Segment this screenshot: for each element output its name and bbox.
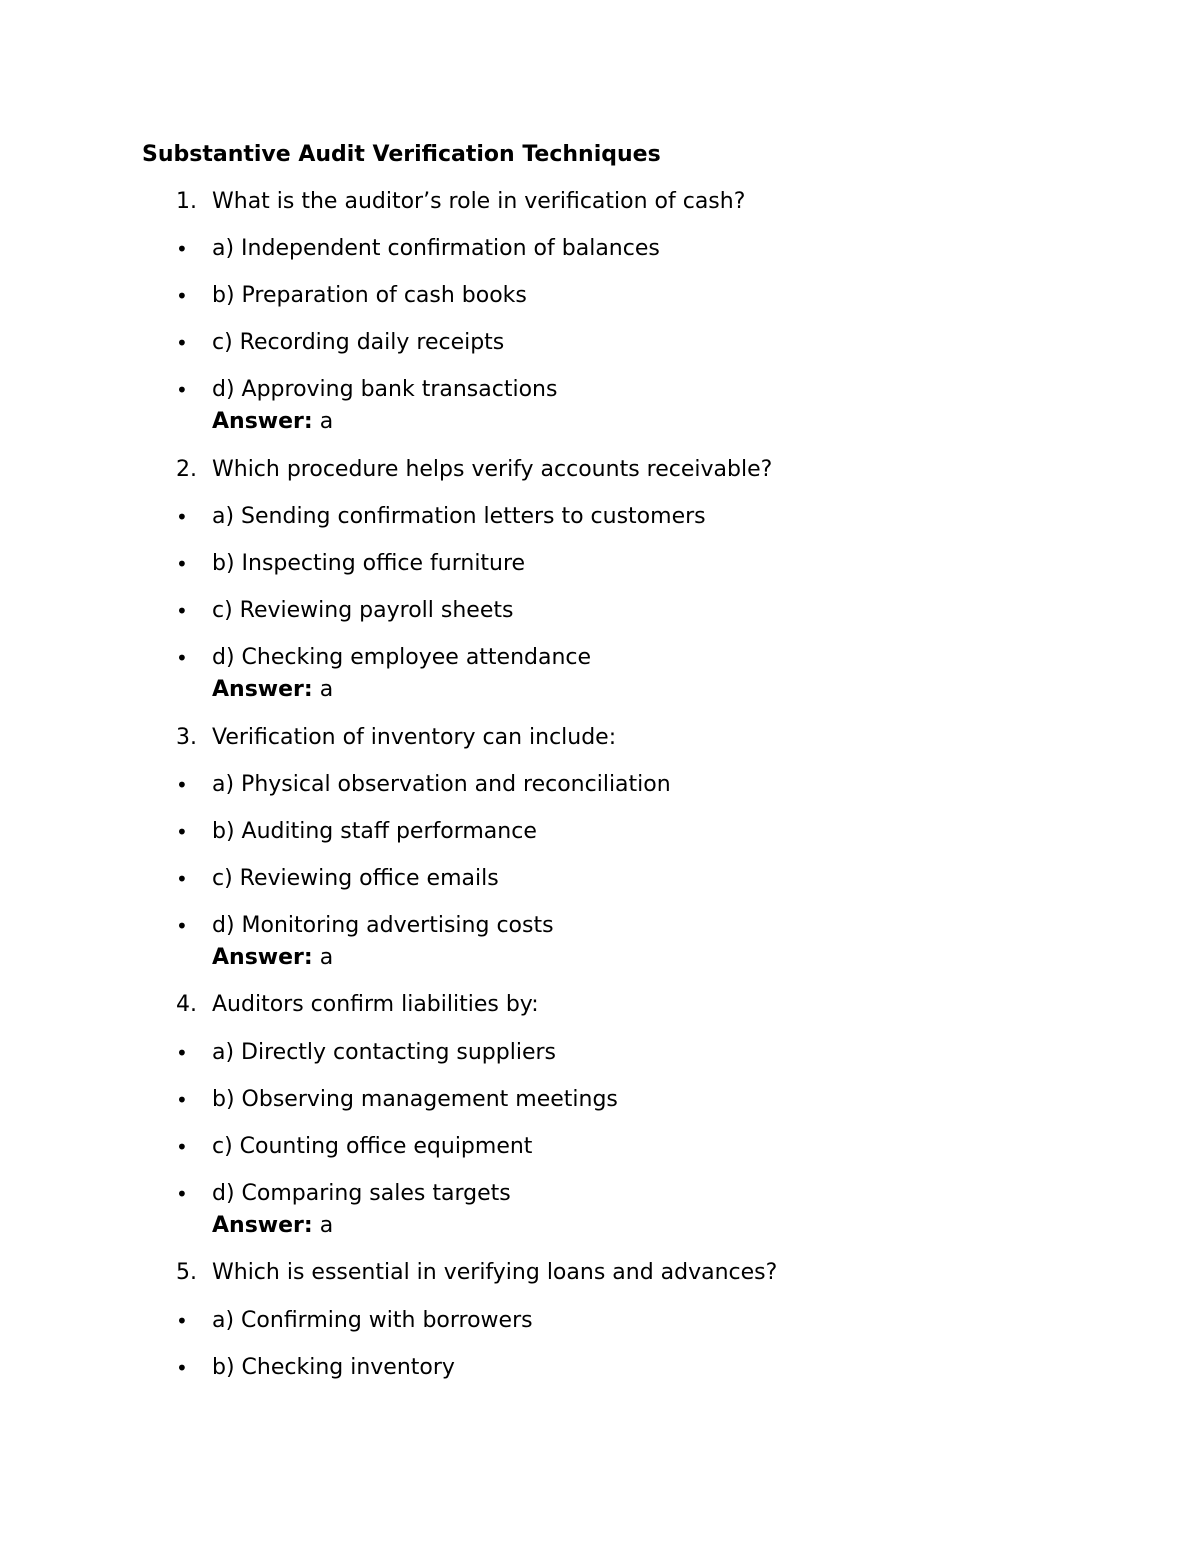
- bullet-icon: •: [176, 378, 188, 402]
- bullet-icon: •: [176, 646, 188, 670]
- option-text: b) Inspecting office furniture: [212, 551, 526, 576]
- answer-value: a: [319, 945, 334, 970]
- answer-value: a: [319, 1213, 334, 1238]
- question-number: 5.: [176, 1260, 197, 1285]
- question-number: 2.: [176, 457, 197, 482]
- option-text: c) Reviewing payroll sheets: [212, 598, 514, 623]
- option-text: b) Preparation of cash books: [212, 283, 527, 308]
- answer-line: [212, 943, 333, 973]
- bullet-icon: •: [176, 599, 188, 623]
- answer-value: a: [319, 409, 334, 434]
- option-text: d) Approving bank transactions: [212, 377, 558, 402]
- question-text: Verification of inventory can include:: [212, 725, 617, 750]
- answer-line: [212, 1211, 333, 1241]
- question-text: What is the auditor’s role in verification of cash?: [212, 189, 746, 214]
- option-text: b) Checking inventory: [212, 1355, 455, 1380]
- option-text: a) Confirming with borrowers: [212, 1308, 533, 1333]
- bullet-icon: •: [176, 1088, 188, 1112]
- bullet-icon: •: [176, 1041, 188, 1065]
- bullet-icon: •: [176, 773, 188, 797]
- bullet-icon: •: [176, 505, 188, 529]
- option-text: a) Directly contacting suppliers: [212, 1040, 556, 1065]
- option-text: b) Observing management meetings: [212, 1087, 618, 1112]
- answer-value: a: [319, 677, 334, 702]
- question-text: Which procedure helps verify accounts receivable?: [212, 457, 773, 482]
- option-text: c) Reviewing office emails: [212, 866, 499, 891]
- question-text: Which is essential in verifying loans and advances?: [212, 1260, 778, 1285]
- option-text: d) Checking employee attendance: [212, 645, 592, 670]
- option-text: a) Independent confirmation of balances: [212, 236, 660, 261]
- answer-label: Answer:: [212, 1213, 313, 1238]
- question-number: 3.: [176, 725, 197, 750]
- answer-line: [212, 675, 333, 705]
- question-text: Auditors confirm liabilities by:: [212, 992, 539, 1017]
- bullet-icon: •: [176, 914, 188, 938]
- bullet-icon: •: [176, 1182, 188, 1206]
- answer-label: Answer:: [212, 945, 313, 970]
- option-text: b) Auditing staff performance: [212, 819, 537, 844]
- bullet-icon: •: [176, 1309, 188, 1333]
- bullet-icon: •: [176, 552, 188, 576]
- bullet-icon: •: [176, 284, 188, 308]
- bullet-icon: •: [176, 1135, 188, 1159]
- option-text: a) Sending confirmation letters to customers: [212, 504, 706, 529]
- bullet-icon: •: [176, 237, 188, 261]
- answer-label: Answer:: [212, 677, 313, 702]
- question-number: 4.: [176, 992, 197, 1017]
- document-title: Substantive Audit Verification Techniques: [142, 142, 661, 167]
- answer-label: Answer:: [212, 409, 313, 434]
- option-text: d) Comparing sales targets: [212, 1181, 511, 1206]
- option-text: c) Recording daily receipts: [212, 330, 505, 355]
- option-text: a) Physical observation and reconciliation: [212, 772, 671, 797]
- bullet-icon: •: [176, 331, 188, 355]
- bullet-icon: •: [176, 867, 188, 891]
- option-text: c) Counting office equipment: [212, 1134, 533, 1159]
- bullet-icon: •: [176, 1356, 188, 1380]
- option-text: d) Monitoring advertising costs: [212, 913, 554, 938]
- question-number: 1.: [176, 189, 197, 214]
- answer-line: [212, 407, 333, 437]
- bullet-icon: •: [176, 820, 188, 844]
